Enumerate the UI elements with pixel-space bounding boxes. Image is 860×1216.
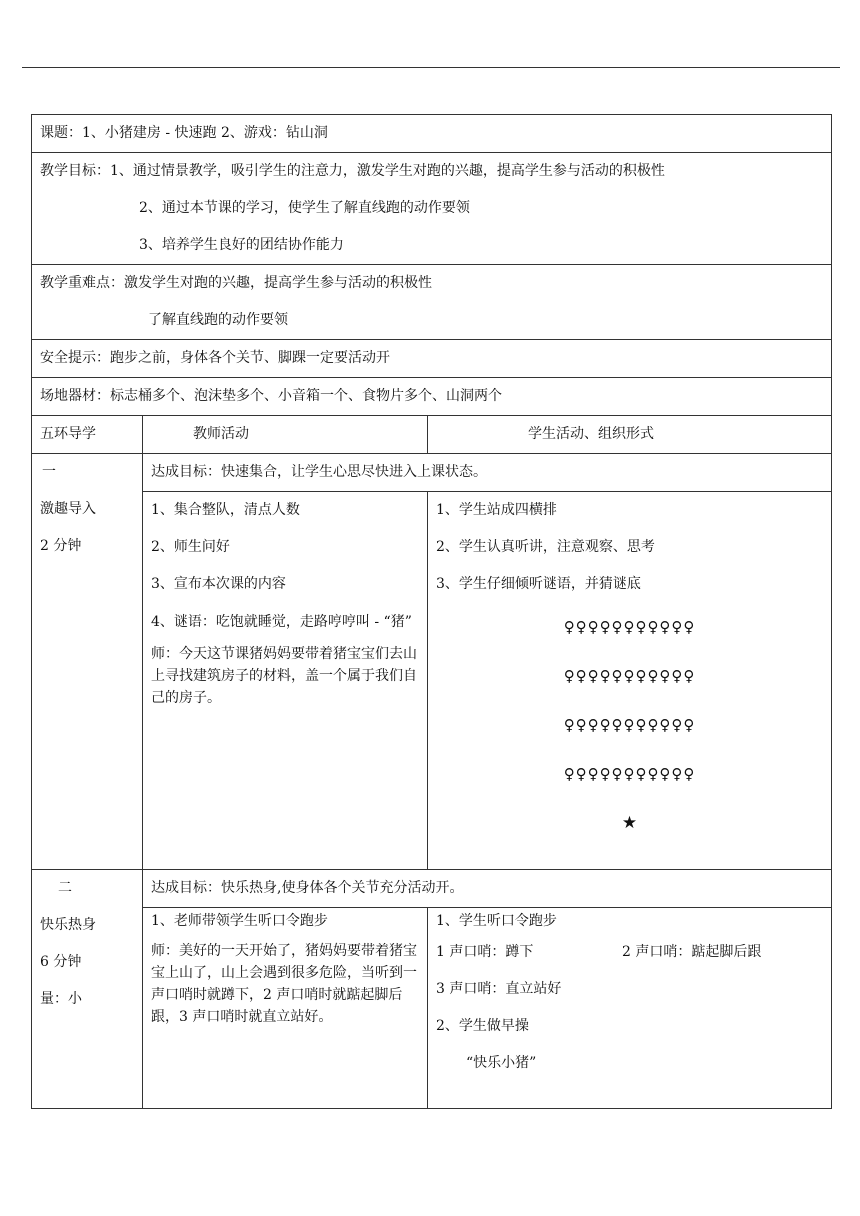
lesson-plan-table bbox=[31, 114, 832, 1109]
header-teacher-label: 教师活动 bbox=[193, 426, 249, 442]
stage1-goal-row bbox=[32, 454, 832, 492]
stage1-activity-row bbox=[32, 492, 832, 870]
goals-cell bbox=[32, 153, 832, 265]
stage2-student-3: 2、学生做早操 bbox=[436, 1018, 529, 1034]
stage2-goal: 达成目标：快乐热身,使身体各个关节充分活动开。 bbox=[151, 880, 464, 896]
whistle-3: 3 声口哨：直立站好 bbox=[436, 981, 562, 997]
stage1-teacher-riddle: 4、谜语：吃饱就睡觉，走路哼哼叫 - “猪” bbox=[151, 614, 412, 630]
topic-cell bbox=[32, 115, 832, 153]
stage1-student-3: 3、学生仔细倾听谜语，并猜谜底 bbox=[436, 576, 641, 592]
header-student-label: 学生活动、组织形式 bbox=[528, 426, 654, 442]
stage2-intensity: 量：小 bbox=[40, 991, 82, 1007]
stage1-duration: 2 分钟 bbox=[40, 538, 82, 554]
goal-3: 3、培养学生良好的团结协作能力 bbox=[139, 237, 344, 253]
header-stage-label: 五环导学 bbox=[40, 426, 96, 442]
stage2-number: 二 bbox=[58, 880, 72, 896]
stage1-teacher-speech: 师：今天这节课猪妈妈要带着猪宝宝们去山上寻找建筑房子的材料，盖一个属于我们自己的房子。 bbox=[151, 646, 417, 706]
header-student bbox=[428, 416, 832, 454]
key-points-cell bbox=[32, 265, 832, 340]
stage2-activity-row bbox=[32, 908, 832, 1109]
stage2-label-cell bbox=[32, 870, 143, 1109]
goal-1: 教学目标：1、通过情景教学，吸引学生的注意力，激发学生对跑的兴趣，提高学生参与活动的积极性 bbox=[40, 163, 665, 179]
formation-row-4: ♀♀♀♀♀♀♀♀♀♀♀ bbox=[563, 765, 696, 783]
stage1-number: 一 bbox=[42, 464, 56, 480]
header-teacher bbox=[143, 416, 428, 454]
stage2-teacher-cell bbox=[143, 908, 428, 1109]
key-point-1: 教学重难点：激发学生对跑的兴趣，提高学生参与活动的积极性 bbox=[40, 275, 432, 291]
header-rule bbox=[22, 67, 840, 68]
stage1-teacher-cell bbox=[143, 492, 428, 870]
safety-text: 安全提示：跑步之前，身体各个关节、脚踝一定要活动开 bbox=[40, 350, 390, 366]
equipment-cell bbox=[32, 378, 832, 416]
goals-row bbox=[32, 153, 832, 265]
equipment-row bbox=[32, 378, 832, 416]
whistle-1: 1 声口哨：蹲下 bbox=[436, 944, 534, 960]
stage1-teacher-2: 2、师生问好 bbox=[151, 539, 230, 555]
stage2-student-4: “快乐小猪” bbox=[466, 1055, 537, 1071]
equipment-text: 场地器材：标志桶多个、泡沫垫多个、小音箱一个、食物片多个、山洞两个 bbox=[40, 388, 502, 404]
formation-row-3: ♀♀♀♀♀♀♀♀♀♀♀ bbox=[563, 716, 696, 734]
stage1-student-cell bbox=[428, 492, 832, 870]
topic-row bbox=[32, 115, 832, 153]
stage2-goal-row bbox=[32, 870, 832, 908]
safety-cell bbox=[32, 340, 832, 378]
stage1-student-2: 2、学生认真听讲，注意观察、思考 bbox=[436, 539, 655, 555]
whistle-pair bbox=[436, 934, 823, 971]
header-stage bbox=[32, 416, 143, 454]
stage2-student-1: 1、学生听口令跑步 bbox=[436, 913, 557, 929]
stage1-name: 激趣导入 bbox=[40, 501, 96, 517]
goal-2: 2、通过本节课的学习，使学生了解直线跑的动作要领 bbox=[139, 200, 470, 216]
whistle-2: 2 声口哨：踮起脚后跟 bbox=[622, 944, 762, 960]
stage1-goal-cell bbox=[143, 454, 832, 492]
key-point-2: 了解直线跑的动作要领 bbox=[148, 312, 288, 328]
column-header-row bbox=[32, 416, 832, 454]
key-points-row bbox=[32, 265, 832, 340]
stage1-teacher-1: 1、集合整队，清点人数 bbox=[151, 502, 300, 518]
stage2-student-cell bbox=[428, 908, 832, 1109]
formation-row-1: ♀♀♀♀♀♀♀♀♀♀♀ bbox=[563, 618, 696, 636]
stage2-duration: 6 分钟 bbox=[40, 954, 82, 970]
stage2-name: 快乐热身 bbox=[40, 917, 96, 933]
stage2-teacher-speech: 师：美好的一天开始了，猪妈妈要带着猪宝宝上山了，山上会遇到很多危险，当听到一声口哨时就蹲下，2 声口哨时就踮起脚后跟，3 声口哨时就直立站好。 bbox=[151, 943, 417, 1025]
stage1-student-1: 1、学生站成四横排 bbox=[436, 502, 557, 518]
stage2-goal-cell bbox=[143, 870, 832, 908]
stage1-label-cell bbox=[32, 454, 143, 870]
stage1-goal: 达成目标：快速集合，让学生心思尽快进入上课状态。 bbox=[151, 464, 487, 480]
topic-text: 课题：1、小猪建房 - 快速跑 2、游戏：钻山洞 bbox=[40, 125, 328, 141]
safety-row bbox=[32, 340, 832, 378]
teacher-star-icon: ★ bbox=[621, 813, 638, 833]
stage2-teacher-1: 1、老师带领学生听口令跑步 bbox=[151, 913, 328, 929]
formation-row-2: ♀♀♀♀♀♀♀♀♀♀♀ bbox=[563, 667, 696, 685]
stage1-teacher-3: 3、宣布本次课的内容 bbox=[151, 576, 286, 592]
